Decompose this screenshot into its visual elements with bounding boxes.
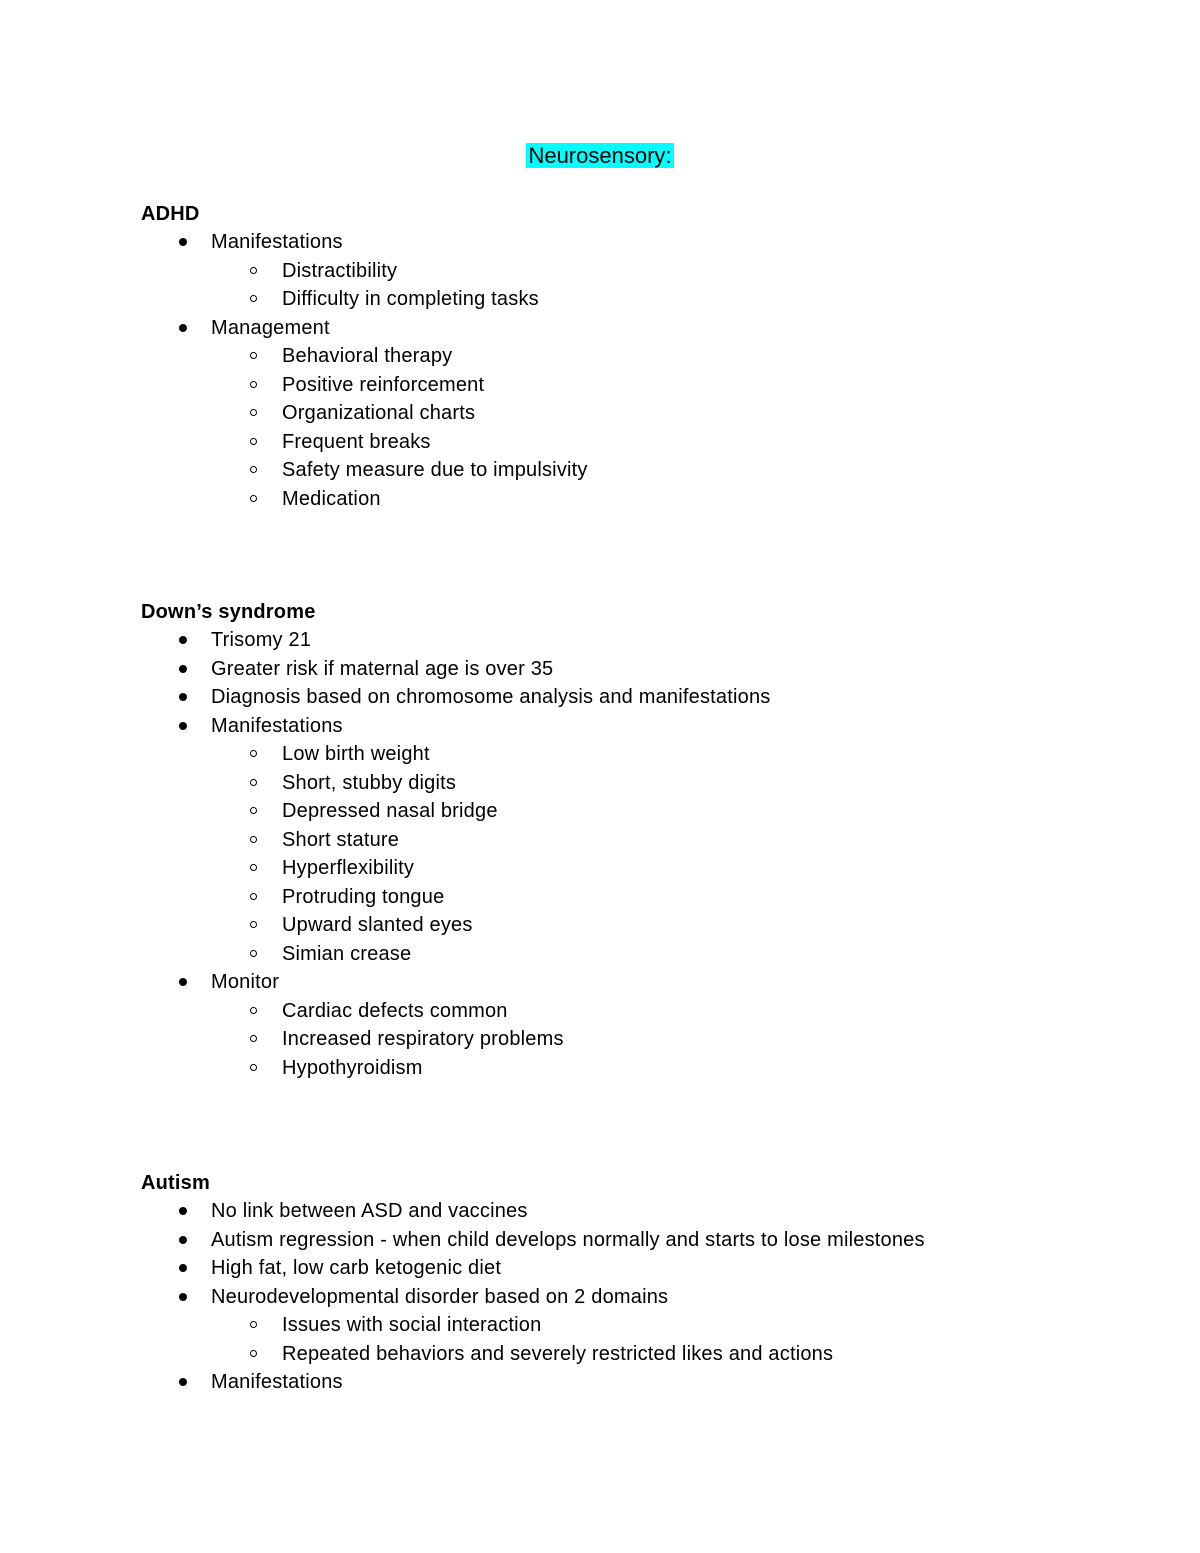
filled-bullet-icon [179, 1293, 187, 1301]
bullet-list [141, 228, 1141, 513]
list-item-text: Manifestations [211, 1371, 343, 1393]
list-item-text: High fat, low carb ketogenic diet [211, 1257, 502, 1279]
filled-bullet-icon [179, 238, 187, 246]
sub-list-item-text: Hypothyroidism [282, 1056, 423, 1079]
sub-list-item [141, 1340, 1141, 1369]
sub-list [141, 342, 1141, 371]
sub-list-item-text: Protruding tongue [282, 885, 445, 908]
sub-list [141, 883, 1141, 912]
hollow-bullet-icon [250, 836, 257, 843]
sub-list [141, 456, 1141, 485]
hollow-bullet-icon [250, 950, 257, 957]
sub-list-item [141, 285, 1141, 314]
sub-list-item [141, 1311, 1141, 1340]
hollow-bullet-icon [250, 1007, 257, 1014]
sub-list-item-text: Increased respiratory problems [282, 1028, 564, 1050]
sub-list [141, 285, 1141, 314]
sub-list [141, 740, 1141, 769]
sub-list-item [141, 1054, 1141, 1083]
list-item [141, 712, 1141, 741]
hollow-bullet-icon [250, 750, 257, 757]
sub-list-item [141, 997, 1141, 1026]
list-item [141, 626, 1141, 655]
filled-bullet-icon [179, 324, 187, 332]
list-item-text: Monitor [211, 971, 280, 993]
sub-list [141, 940, 1141, 969]
hollow-bullet-icon [250, 1035, 257, 1042]
sub-list-item-text: Issues with social interaction [282, 1314, 542, 1336]
hollow-bullet-icon [250, 381, 257, 388]
sub-list [141, 1340, 1141, 1369]
list-item-text: Manifestations [211, 714, 343, 737]
filled-bullet-icon [179, 1378, 187, 1386]
sub-list [141, 769, 1141, 798]
list-item [141, 683, 1141, 712]
hollow-bullet-icon [250, 409, 257, 416]
sub-list-item-text: Frequent breaks [282, 430, 431, 453]
list-item [141, 228, 1141, 257]
sub-list-item-text: Low birth weight [282, 743, 430, 765]
sub-list-item [141, 883, 1141, 912]
sub-list [141, 371, 1141, 400]
sub-list [141, 257, 1141, 286]
hollow-bullet-icon [250, 807, 257, 814]
bullet-list [141, 1197, 1141, 1397]
sub-list-item [141, 911, 1141, 940]
sub-list-item-text: Medication [282, 487, 381, 510]
list-item [141, 655, 1141, 684]
hollow-bullet-icon [250, 779, 257, 786]
hollow-bullet-icon [250, 466, 257, 473]
list-item [141, 1368, 1141, 1397]
filled-bullet-icon [179, 1264, 187, 1272]
sub-list-item-text: Cardiac defects common [282, 999, 508, 1022]
filled-bullet-icon [179, 1236, 187, 1244]
sub-list-item-text: Depressed nasal bridge [282, 800, 498, 822]
list-item [141, 1283, 1141, 1312]
list-item-text: Neurodevelopmental disorder based on 2 domains [211, 1285, 669, 1308]
filled-bullet-icon [179, 722, 187, 730]
filled-bullet-icon [179, 665, 187, 673]
hollow-bullet-icon [250, 1064, 257, 1071]
hollow-bullet-icon [250, 893, 257, 900]
sub-list [141, 428, 1141, 457]
sub-list [141, 1311, 1141, 1340]
title-text: Neurosensory: [528, 143, 672, 168]
sub-list-item [141, 371, 1141, 400]
hollow-bullet-icon [250, 921, 257, 928]
hollow-bullet-icon [250, 267, 257, 274]
sub-list-item-text: Safety measure due to impulsivity [282, 459, 588, 481]
document-title [0, 140, 1200, 172]
list-item [141, 1226, 1141, 1255]
sub-list-item-text: Behavioral therapy [282, 345, 453, 367]
section-heading: Down’s syndrome [141, 601, 316, 623]
hollow-bullet-icon [250, 1321, 257, 1328]
section-adhd [141, 200, 1141, 513]
list-item [141, 968, 1141, 997]
section-autism [141, 1169, 1141, 1397]
list-item-text: Greater risk if maternal age is over 35 [211, 657, 554, 680]
sub-list-item [141, 342, 1141, 371]
sub-list-item-text: Upward slanted eyes [282, 914, 473, 936]
sub-list-item-text: Short, stubby digits [282, 771, 457, 794]
sub-list-item [141, 740, 1141, 769]
filled-bullet-icon [179, 693, 187, 701]
hollow-bullet-icon [250, 1350, 257, 1357]
sub-list-item-text: Hyperflexibility [282, 857, 415, 879]
list-item [141, 1197, 1141, 1226]
sub-list-item-text: Repeated behaviors and severely restricted likes and actions [282, 1342, 834, 1365]
sub-list [141, 826, 1141, 855]
list-item-text: No link between ASD and vaccines [211, 1200, 528, 1222]
sub-list [141, 797, 1141, 826]
hollow-bullet-icon [250, 352, 257, 359]
list-item [141, 1254, 1141, 1283]
section-heading: Autism [141, 1172, 210, 1194]
list-item-text: Manifestations [211, 231, 343, 253]
filled-bullet-icon [179, 636, 187, 644]
section-downs-syndrome [141, 598, 1141, 1082]
sub-list-item [141, 854, 1141, 883]
section-heading: ADHD [141, 203, 200, 225]
sub-list [141, 1054, 1141, 1083]
sub-list-item [141, 940, 1141, 969]
sub-list-item-text: Difficulty in completing tasks [282, 288, 539, 310]
sub-list-item [141, 826, 1141, 855]
sub-list-item [141, 797, 1141, 826]
list-item-text: Trisomy 21 [211, 629, 312, 651]
bullet-list [141, 626, 1141, 1082]
sub-list-item [141, 485, 1141, 514]
sub-list [141, 854, 1141, 883]
sub-list-item [141, 428, 1141, 457]
sub-list [141, 911, 1141, 940]
filled-bullet-icon [179, 1207, 187, 1215]
hollow-bullet-icon [250, 864, 257, 871]
hollow-bullet-icon [250, 295, 257, 302]
sub-list [141, 1025, 1141, 1054]
sub-list-item [141, 1025, 1141, 1054]
sub-list-item [141, 769, 1141, 798]
sub-list-item-text: Positive reinforcement [282, 373, 485, 396]
filled-bullet-icon [179, 978, 187, 986]
sub-list-item-text: Simian crease [282, 942, 412, 965]
sub-list-item-text: Short stature [282, 828, 400, 851]
sub-list [141, 997, 1141, 1026]
list-item-text: Autism regression - when child develops normally and starts to lose milestones [211, 1228, 925, 1251]
sub-list [141, 485, 1141, 514]
hollow-bullet-icon [250, 495, 257, 502]
sub-list-item-text: Organizational charts [282, 402, 476, 424]
sub-list-item [141, 399, 1141, 428]
sub-list-item [141, 257, 1141, 286]
sub-list-item [141, 456, 1141, 485]
sub-list-item-text: Distractibility [282, 259, 398, 282]
hollow-bullet-icon [250, 438, 257, 445]
sub-list [141, 399, 1141, 428]
list-item-text: Diagnosis based on chromosome analysis and manifestations [211, 686, 771, 708]
list-item-text: Management [211, 316, 330, 339]
list-item [141, 314, 1141, 343]
